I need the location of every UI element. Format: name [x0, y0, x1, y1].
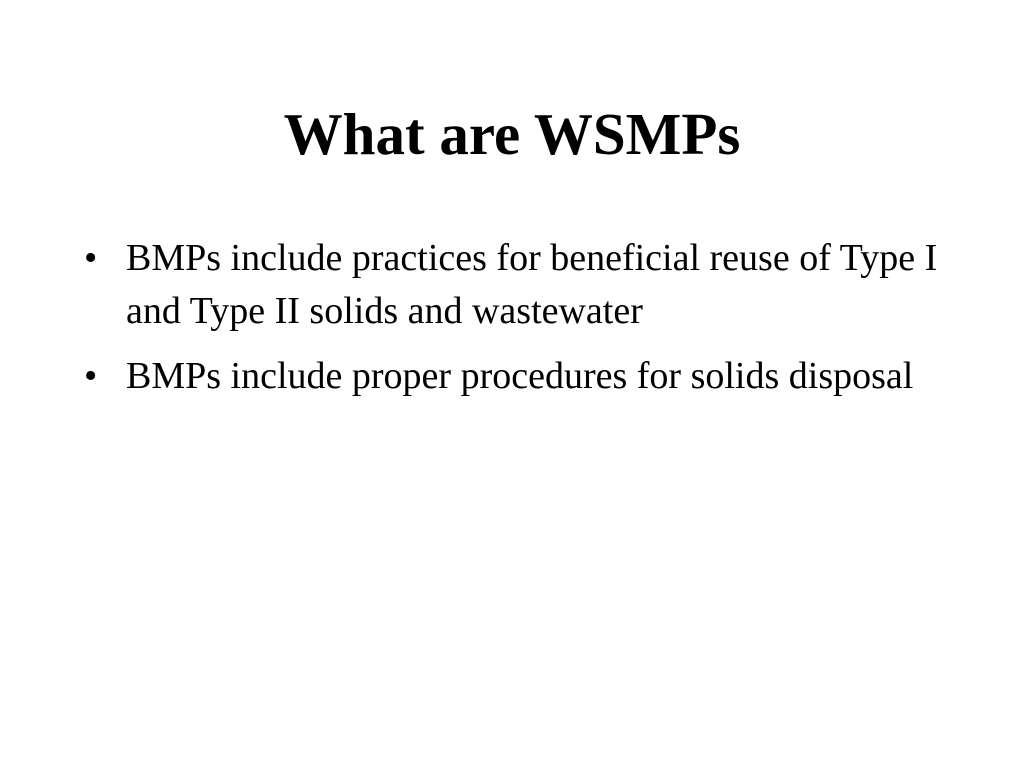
bullet-list	[84, 232, 954, 415]
bullet-item	[84, 232, 954, 338]
slide-title: What are WSMPs	[283, 101, 741, 167]
bullet-marker-icon: •	[84, 237, 98, 279]
bullet-marker-icon: •	[84, 355, 98, 397]
bullet-text: BMPs include practices for beneficial reuse of Type I and Type II solids and wastewater	[126, 237, 938, 332]
bullet-item	[84, 350, 954, 403]
bullet-text: BMPs include proper procedures for solids disposal	[126, 355, 914, 397]
